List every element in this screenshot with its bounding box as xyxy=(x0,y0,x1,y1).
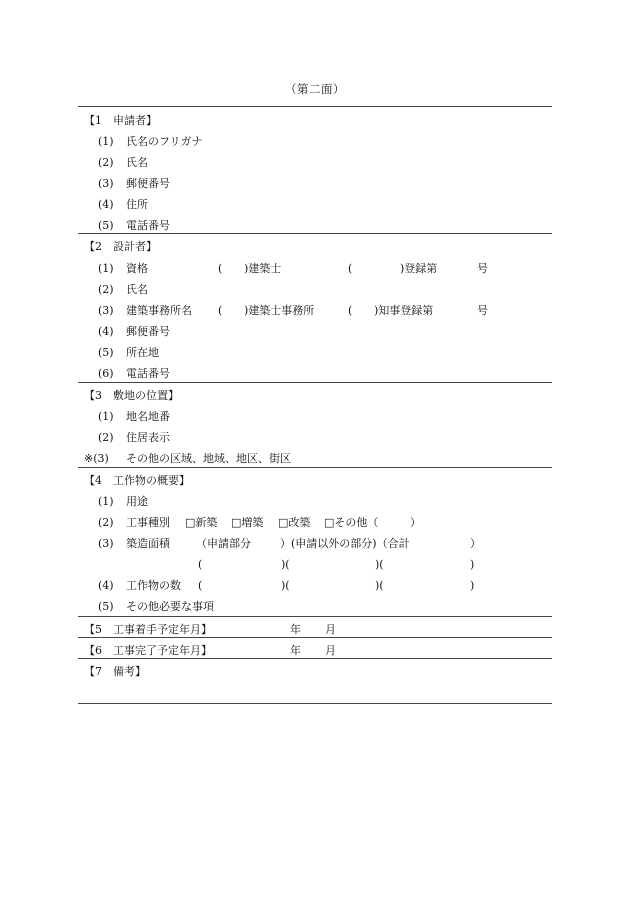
item-number: (4) xyxy=(98,579,114,592)
field-label-work-type: 工事種別 xyxy=(126,516,170,529)
field-label-residence-display: 住居表示 xyxy=(126,431,170,444)
section-5-heading: 【5 工事着手予定年月】 xyxy=(84,623,212,636)
item-number: (5) xyxy=(98,600,114,613)
month-label: 月 xyxy=(325,644,336,657)
field-label-building-area: 築造面積 xyxy=(126,537,170,550)
divider xyxy=(78,233,552,234)
item-number: (1) xyxy=(98,495,114,508)
section-4-heading: 【4 工作物の概要】 xyxy=(84,474,190,487)
governor-registration-label: )知事登録第 xyxy=(374,304,434,317)
paren-sep: )( xyxy=(375,579,384,592)
item-number: (4) xyxy=(98,325,114,338)
item-number: (5) xyxy=(98,346,114,359)
architect-class-label: )建築士 xyxy=(244,262,282,275)
paren-open: ( xyxy=(348,262,353,275)
section-1-heading: 【1 申請者】 xyxy=(84,114,157,127)
divider xyxy=(78,658,552,659)
paren-open: ( xyxy=(218,262,223,275)
paren-open: ( xyxy=(198,558,203,571)
number-suffix: 号 xyxy=(477,304,488,317)
item-number: (2) xyxy=(98,283,114,296)
item-number: (3) xyxy=(98,304,114,317)
field-label-lot-number: 地名地番 xyxy=(126,410,170,423)
item-number: (2) xyxy=(98,431,114,444)
paren-sep: )( xyxy=(375,558,384,571)
item-number: (2) xyxy=(98,516,114,529)
item-number: (6) xyxy=(98,367,114,380)
page-title: （第二面） xyxy=(285,82,345,96)
item-number: (3) xyxy=(98,177,114,190)
paren-open: ( xyxy=(198,579,203,592)
field-label-location: 所在地 xyxy=(126,346,159,359)
item-number: (4) xyxy=(98,198,114,211)
paren-sep: )( xyxy=(281,579,290,592)
item-number: (1) xyxy=(98,135,114,148)
paren-close: ） xyxy=(470,537,481,550)
field-label-name: 氏名 xyxy=(126,283,148,296)
divider xyxy=(78,382,552,383)
paren-open: ( xyxy=(218,304,223,317)
paren-sep: )( xyxy=(281,558,290,571)
section-3-heading: 【3 敷地の位置】 xyxy=(84,389,179,402)
area-header-applied: （申請部分 xyxy=(196,537,251,550)
registration-label: )登録第 xyxy=(400,262,438,275)
field-label-use: 用途 xyxy=(126,495,148,508)
field-label-structure-count: 工作物の数 xyxy=(126,579,181,592)
checkbox-reconstruction[interactable]: □改築 xyxy=(278,516,311,529)
section-6-heading: 【6 工事完了予定年月】 xyxy=(84,644,212,657)
checkbox-other[interactable]: □その他（ xyxy=(324,516,379,529)
paren-close: ） xyxy=(410,516,421,529)
field-label-name: 氏名 xyxy=(126,156,148,169)
field-label-phone: 電話番号 xyxy=(126,219,170,232)
field-label-qualification: 資格 xyxy=(126,262,148,275)
paren-open: ( xyxy=(348,304,353,317)
item-number: (1) xyxy=(98,410,114,423)
field-label-office-name: 建築事務所名 xyxy=(126,304,192,317)
field-label-postal-code: 郵便番号 xyxy=(126,325,170,338)
number-suffix: 号 xyxy=(477,262,488,275)
divider xyxy=(78,703,552,704)
year-label: 年 xyxy=(290,644,301,657)
item-number: (3) xyxy=(98,537,114,550)
item-number: (2) xyxy=(98,156,114,169)
section-7-heading: 【7 備考】 xyxy=(84,665,146,678)
field-label-postal-code: 郵便番号 xyxy=(126,177,170,190)
field-label-other-zones: その他の区域、地域、地区、街区 xyxy=(126,452,291,465)
field-label-furigana: 氏名のフリガナ xyxy=(126,135,203,148)
divider xyxy=(78,637,552,638)
field-label-other-items: その他必要な事項 xyxy=(126,600,214,613)
area-header-other-total: ）(申請以外の部分)（合計 xyxy=(280,537,410,550)
divider xyxy=(78,106,552,107)
item-number-noted: ※(3) xyxy=(84,452,109,465)
item-number: (5) xyxy=(98,219,114,232)
year-label: 年 xyxy=(290,623,301,636)
checkbox-extension[interactable]: □増築 xyxy=(231,516,264,529)
field-label-address: 住所 xyxy=(126,198,148,211)
office-class-label: )建築士事務所 xyxy=(244,304,315,317)
paren-close: ) xyxy=(470,579,475,592)
section-2-heading: 【2 設計者】 xyxy=(84,240,157,253)
month-label: 月 xyxy=(325,623,336,636)
checkbox-new-construction[interactable]: □新築 xyxy=(185,516,218,529)
field-label-phone: 電話番号 xyxy=(126,367,170,380)
item-number: (1) xyxy=(98,262,114,275)
divider xyxy=(78,467,552,468)
paren-close: ) xyxy=(470,558,475,571)
divider xyxy=(78,616,552,617)
